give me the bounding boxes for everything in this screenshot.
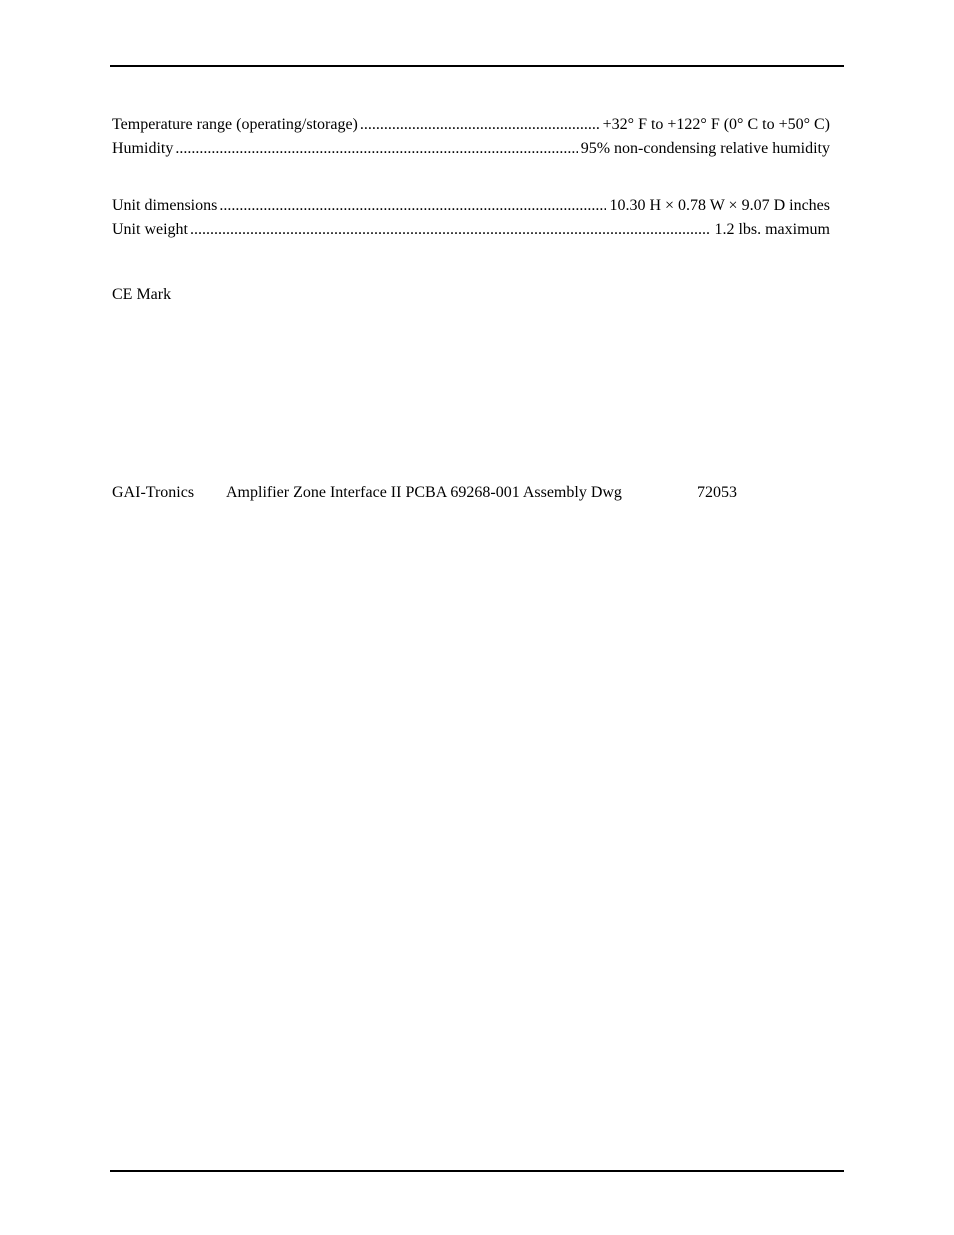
spec-value: 95% non-condensing relative humidity [580, 140, 830, 157]
dot-leader [360, 115, 600, 135]
spec-value: +32° F to +122° F (0° C to +50° C) [602, 116, 830, 133]
footer-rule [110, 1170, 844, 1172]
spec-row-weight [112, 220, 830, 240]
ce-mark-label: CE Mark [112, 286, 172, 303]
spec-value: 1.2 lbs. maximum [714, 221, 830, 238]
spec-label: Unit dimensions [112, 197, 218, 214]
reference-number: 72053 [697, 484, 737, 501]
spec-label: Unit weight [112, 221, 188, 238]
reference-company: GAI-Tronics [112, 484, 195, 501]
spec-label: Humidity [112, 140, 174, 157]
spec-row-dimensions [112, 196, 830, 216]
dot-leader [175, 139, 577, 159]
reference-title: Amplifier Zone Interface II PCBA 69268-001 Assembly Dwg [226, 484, 622, 501]
dot-leader [190, 220, 711, 240]
spec-label: Temperature range (operating/storage) [112, 116, 358, 133]
spec-value: 10.30 H × 0.78 W × 9.07 D inches [609, 197, 830, 214]
spec-row-temperature [112, 115, 830, 135]
dot-leader [219, 196, 606, 216]
spec-row-humidity [112, 139, 830, 159]
header-rule [110, 65, 844, 67]
